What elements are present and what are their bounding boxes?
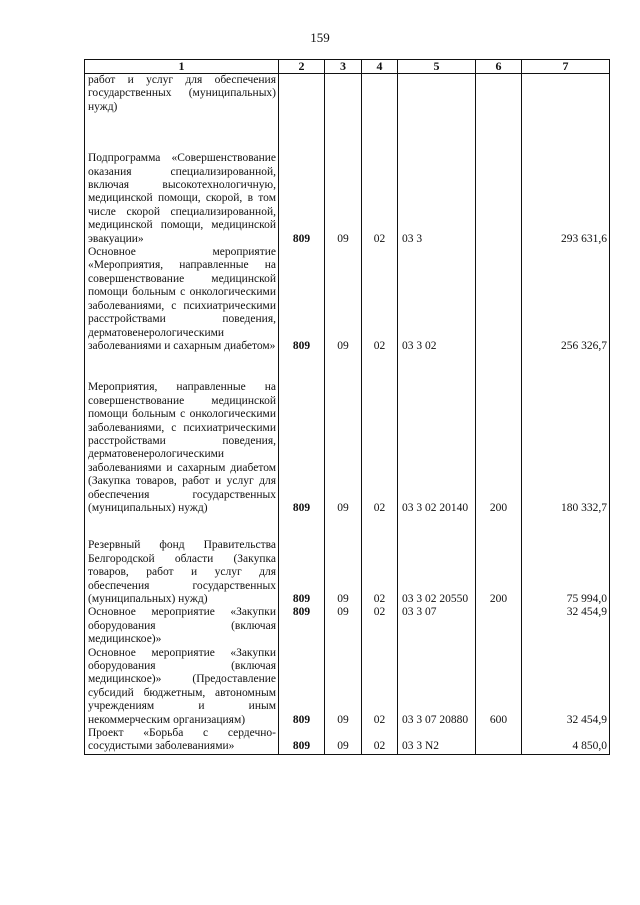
row-expense-type: 600 bbox=[476, 647, 522, 727]
row-section: 09 bbox=[325, 606, 362, 646]
row-description: Основное мероприятие «Закупки оборудования (включая медицинское)» bbox=[85, 606, 279, 646]
row-section: 09 bbox=[325, 515, 362, 606]
header-col-3: 3 bbox=[325, 60, 362, 74]
row-section bbox=[325, 74, 362, 115]
page-number: 159 bbox=[310, 30, 330, 45]
row-description: Основное мероприятие «Закупки оборудования (включая медицинское)» (Предоставление субсидий бюджетным, автономным учреждениям и иным некоммерческим организациям) bbox=[85, 647, 279, 727]
table-row bbox=[85, 606, 610, 646]
header-col-2: 2 bbox=[279, 60, 325, 74]
header-col-7: 7 bbox=[522, 60, 610, 74]
table-row bbox=[85, 647, 610, 727]
row-subsection: 02 bbox=[362, 647, 398, 727]
row-subsection: 02 bbox=[362, 515, 398, 606]
row-amount: 32 454,9 bbox=[522, 606, 610, 646]
row-section: 09 bbox=[325, 353, 362, 515]
row-target-code: 03 3 02 20550 bbox=[398, 515, 476, 606]
table-row bbox=[85, 515, 610, 606]
header-col-4: 4 bbox=[362, 60, 398, 74]
row-expense-type bbox=[476, 114, 522, 246]
row-section: 09 bbox=[325, 246, 362, 353]
row-subsection bbox=[362, 74, 398, 115]
table-row bbox=[85, 74, 610, 115]
row-target-code bbox=[398, 74, 476, 115]
row-amount: 4 850,0 bbox=[522, 727, 610, 754]
row-code: 809 bbox=[279, 647, 325, 727]
row-code: 809 bbox=[279, 606, 325, 646]
row-code: 809 bbox=[279, 114, 325, 246]
row-code: 809 bbox=[279, 246, 325, 353]
row-target-code: 03 3 02 bbox=[398, 246, 476, 353]
row-description: работ и услуг для обеспечения государственных (муниципальных) нужд) bbox=[85, 74, 279, 115]
table-row bbox=[85, 114, 610, 246]
row-expense-type bbox=[476, 74, 522, 115]
row-subsection: 02 bbox=[362, 727, 398, 754]
header-col-1: 1 bbox=[85, 60, 279, 74]
table-row bbox=[85, 727, 610, 754]
table-row bbox=[85, 353, 610, 515]
row-expense-type bbox=[476, 606, 522, 646]
header-col-5: 5 bbox=[398, 60, 476, 74]
row-amount: 75 994,0 bbox=[522, 515, 610, 606]
row-expense-type bbox=[476, 246, 522, 353]
row-section: 09 bbox=[325, 647, 362, 727]
row-amount bbox=[522, 74, 610, 115]
row-target-code: 03 3 N2 bbox=[398, 727, 476, 754]
row-target-code: 03 3 07 bbox=[398, 606, 476, 646]
budget-table bbox=[84, 59, 610, 755]
row-expense-type bbox=[476, 727, 522, 754]
row-subsection: 02 bbox=[362, 114, 398, 246]
row-code: 809 bbox=[279, 515, 325, 606]
row-subsection: 02 bbox=[362, 353, 398, 515]
row-target-code: 03 3 02 20140 bbox=[398, 353, 476, 515]
row-expense-type: 200 bbox=[476, 353, 522, 515]
row-amount: 256 326,7 bbox=[522, 246, 610, 353]
row-description: Мероприятия, направленные на совершенствование медицинской помощи больным с онкологическими заболеваниями, с психиатрическими расстройствами поведения, дерматовенерологическими заболеваниями и сахарным диабетом (Закупка товаров, работ и услуг для обеспечения государственных (муниципальных) нужд) bbox=[85, 353, 279, 515]
row-target-code: 03 3 07 20880 bbox=[398, 647, 476, 727]
row-amount: 293 631,6 bbox=[522, 114, 610, 246]
row-code: 809 bbox=[279, 727, 325, 754]
row-section: 09 bbox=[325, 727, 362, 754]
row-section: 09 bbox=[325, 114, 362, 246]
header-row bbox=[85, 60, 610, 74]
row-target-code: 03 3 bbox=[398, 114, 476, 246]
row-description: Основное мероприятие «Мероприятия, направленные на совершенствование медицинской помощи больным с онкологическими заболеваниями, с психиатрическими расстройствами поведения, дерматовенерологическими заболеваниями и сахарным диабетом» bbox=[85, 246, 279, 353]
row-code bbox=[279, 74, 325, 115]
row-description: Подпрограмма «Совершенствование оказания специализированной, включая высокотехнологичную, медицинской помощи, скорой, в том числе скорой специализированной, медицинской помощи, медицинской эвакуации» bbox=[85, 114, 279, 246]
header-col-6: 6 bbox=[476, 60, 522, 74]
row-amount: 32 454,9 bbox=[522, 647, 610, 727]
row-code: 809 bbox=[279, 353, 325, 515]
row-expense-type: 200 bbox=[476, 515, 522, 606]
row-amount: 180 332,7 bbox=[522, 353, 610, 515]
row-subsection: 02 bbox=[362, 246, 398, 353]
row-description: Резервный фонд Правительства Белгородской области (Закупка товаров, работ и услуг для обеспечения государственных (муниципальных) нужд) bbox=[85, 515, 279, 606]
row-subsection: 02 bbox=[362, 606, 398, 646]
table-row bbox=[85, 246, 610, 353]
row-description: Проект «Борьба с сердечно-сосудистыми заболеваниями» bbox=[85, 727, 279, 754]
